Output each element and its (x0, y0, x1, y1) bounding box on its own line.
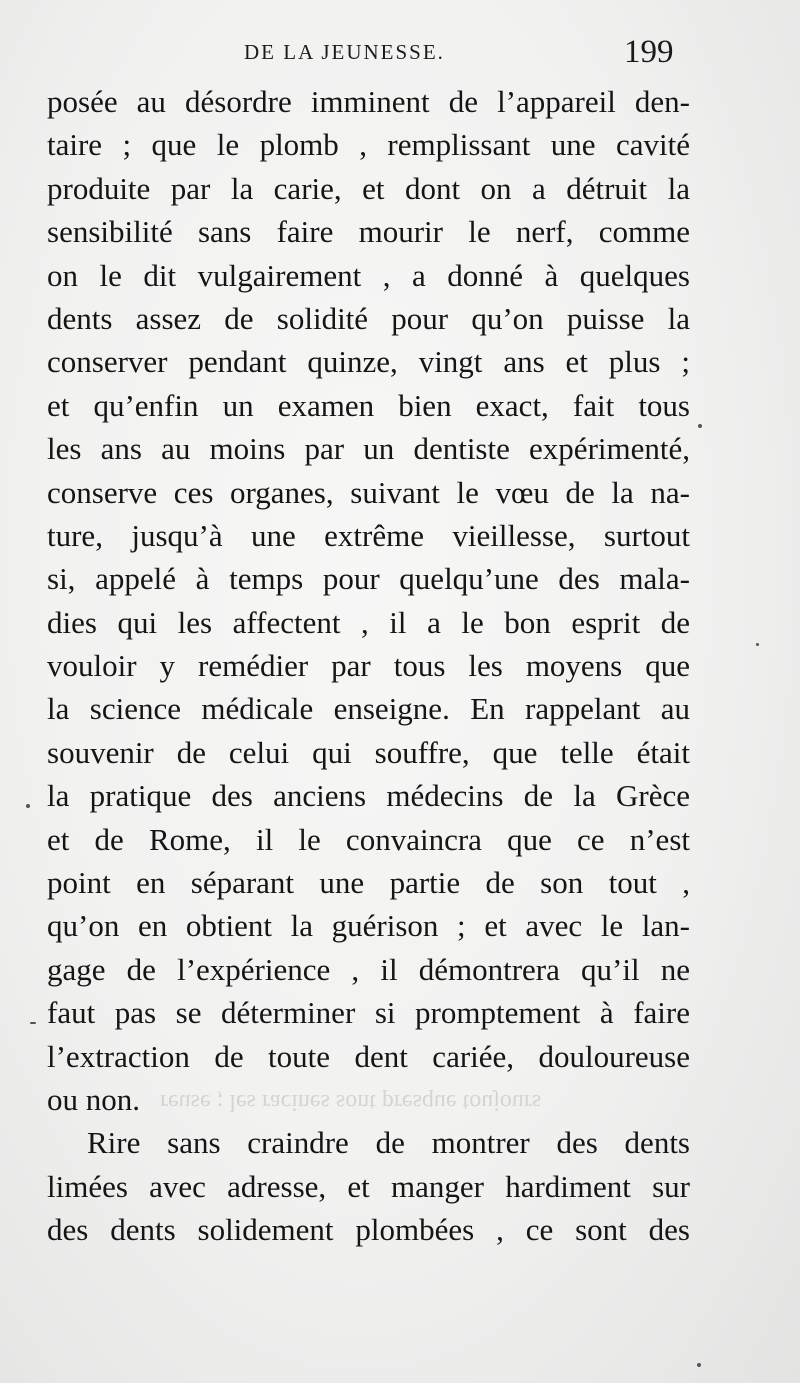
text-line: la pratique des anciens médecins de la Grèce (47, 778, 690, 814)
text-line: qu’on en obtient la guérison ; et avec le lan- (47, 908, 690, 944)
text-line: conserver pendant quinze, vingt ans et plus ; (47, 344, 690, 380)
text-line: vouloir y remédier par tous les moyens que (47, 648, 690, 684)
page-header (0, 34, 800, 74)
running-head: DE LA JEUNESSE. (244, 40, 445, 64)
text-line: dies qui les affectent , il a le bon esprit de (47, 604, 690, 640)
text-line: et qu’enfin un examen bien exact, fait tous (47, 387, 690, 423)
page-number: 199 (624, 34, 674, 70)
text-line: taire ; que le plomb , remplissant une cavité (47, 127, 690, 163)
text-line: faut pas se déterminer si promptement à faire (47, 995, 690, 1031)
text-line: ture, jusqu’à une extrême vieillesse, surtout (47, 517, 690, 553)
text-line: Rire sans craindre de montrer des dents (87, 1125, 690, 1161)
text-line: conserve ces organes, suivant le vœu de la na- (47, 474, 690, 510)
text-line: gage de l’expérience , il démontrera qu’il ne (47, 951, 690, 987)
text-line: sensibilité sans faire mourir le nerf, comme (47, 214, 690, 250)
text-line: si, appelé à temps pour quelqu’une des mala- (47, 561, 690, 597)
bleed-through-text: reuse ; les racines sont presque toujours (160, 1089, 542, 1115)
text-line: dents assez de solidité pour qu’on puisse la (47, 300, 690, 336)
text-line: et de Rome, il le convaincra que ce n’est (47, 821, 690, 857)
text-line: souvenir de celui qui souffre, que telle était (47, 734, 690, 770)
ink-speck (30, 1022, 36, 1024)
ink-speck (698, 424, 702, 428)
ink-speck (697, 1363, 701, 1367)
text-line: ou non. (47, 1081, 140, 1117)
text-line: des dents solidement plombées , ce sont des (47, 1212, 690, 1248)
text-line: on le dit vulgairement , a donné à quelques (47, 257, 690, 293)
text-line: posée au désordre imminent de l’appareil den- (47, 84, 690, 119)
ink-speck (756, 643, 759, 646)
ink-speck (26, 804, 30, 808)
body-text (47, 80, 690, 1252)
text-line: l’extraction de toute dent cariée, douloureuse (47, 1038, 690, 1074)
text-line: produite par la carie, et dont on a détruit la (47, 170, 690, 206)
text-line: les ans au moins par un dentiste expérimenté, (47, 431, 690, 467)
text-line: point en séparant une partie de son tout , (47, 865, 690, 901)
text-line: la science médicale enseigne. En rappelant au (47, 691, 690, 727)
text-line: limées avec adresse, et manger hardiment sur (47, 1168, 690, 1204)
